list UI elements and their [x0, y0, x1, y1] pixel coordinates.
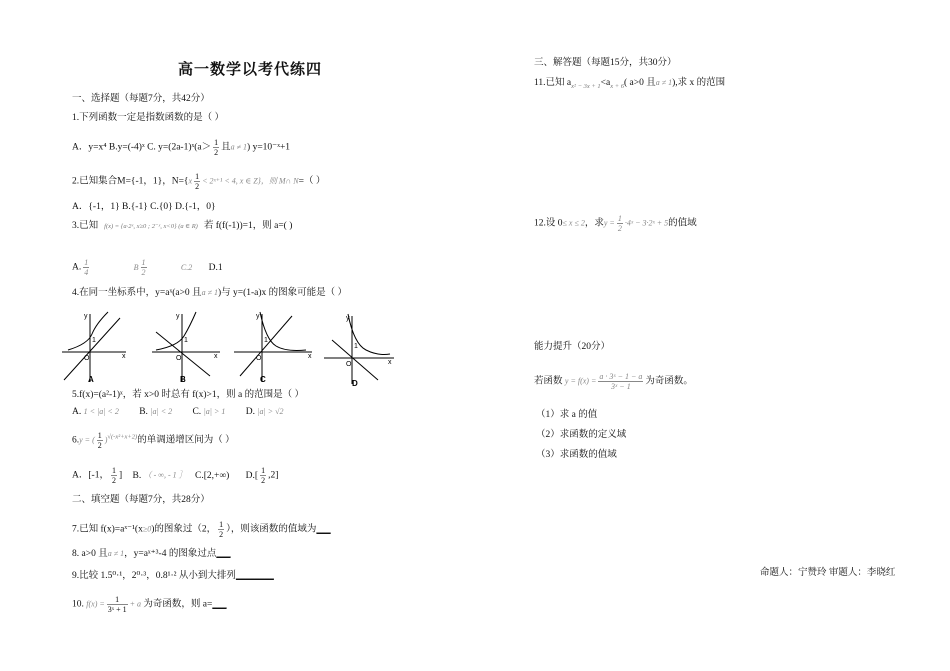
ability-part-1: （1）求 a 的值 [536, 410, 598, 420]
q8-stem: 8. a>0 且a ≠ 1，y=aˣ⁺³-4 的图象过点___ [72, 549, 231, 559]
graph-d [324, 314, 394, 388]
graph-d-label: D [352, 379, 358, 388]
section-fill: 二、填空题（每题7分，共28分） [72, 495, 210, 505]
q1-stem: 1.下列函数一定是指数函数的是（ ） [72, 113, 225, 123]
graph-a [62, 312, 126, 384]
graph-a-x: x [122, 353, 126, 360]
graph-b-o: O [176, 355, 182, 362]
graph-a-y: y [84, 313, 88, 320]
q2-options: A．{-1，1} B.{-1} C.{0} D.{-1，0} [72, 202, 216, 212]
page-title: 高一数学以考代练四 [178, 62, 323, 78]
section-choice: 一、选择题（每题7分，共42分） [72, 94, 210, 104]
q9-stem: 9.比较 1.5⁰·¹，2⁰·³，0.8¹·² 从小到大排列________ [72, 571, 274, 581]
q4-graphs [60, 310, 400, 388]
ability-part-3: （3）求函数的值域 [536, 450, 617, 460]
q3-options: A. $\frac{1}{4}$ B $\frac{1}{2}$ C.2 D.1 [72, 258, 223, 277]
graph-c-o: O [256, 355, 262, 362]
graph-c-label: C [260, 375, 266, 384]
q7-stem: 7.已知 f(x)=aˣ⁻¹(x≥0)的图象过（2， $\frac{1}{2}$ ），则该函数的值域为___ [72, 520, 331, 539]
q6-stem: 6.y = ( $\frac{1}{2}$ )$^{√(-x^2+x+2)}$的单调递增区间为（ ） [72, 431, 235, 450]
graph-b-y: y [176, 313, 180, 320]
graph-d-one: 1 [354, 343, 358, 350]
graph-d-o: O [346, 361, 352, 368]
graph-b [152, 312, 220, 384]
q4-stem: 4.在同一坐标系中，y=aˣ(a>0 且a ≠ 1)与 y=(1-a)x 的图象可能是（ ） [72, 288, 348, 298]
ability-stem: 若函数 y = f(x) = $\frac{\text{a · 3ˣ − 1 − a}}{\text{3ˣ − 1}}$ 为奇函数。 [534, 372, 693, 391]
q1-options: A．y=x⁴ B.y=(-4)ˣ C. y=(2a-1)ˣ(a＞ $\frac{1}{2}$ 且a ≠ 1) y=10⁻ˣ+1 [72, 138, 291, 157]
graph-a-one: 1 [92, 337, 96, 344]
q6-options: A．[-1， $\frac{1}{2}$ ] B. （ - ∞, - 1 ］ C.[2,+∞) D.[ $\frac{1}{2}$ ,2] [72, 466, 279, 485]
graph-d-y: y [346, 315, 350, 322]
graph-b-x: x [214, 353, 218, 360]
q2-stem: 2.已知集合M={-1，1}，N={x $\frac{1}{2}$ < 2ˣ⁺¹ < 4, x ∈ Z}，则 M∩ N=（ ） [72, 172, 326, 191]
graph-c-one: 1 [264, 337, 268, 344]
q5-stem: 5.f(x)=(a²-1)ˣ，若 x>0 时总有 f(x)>1，则 a 的范围是（ ） [72, 390, 304, 400]
q10-stem: 10. f(x) = $\frac{1}{\text{3ˣ + 1}}$ + a 为奇函数，则 a=___ [72, 595, 227, 614]
graph-c-x: x [308, 353, 312, 360]
ability-part-2: （2）求函数的定义域 [536, 430, 627, 440]
graph-a-label: A [88, 375, 94, 384]
q11-stem: 11.已知 $a_{x^2 - 3x + 1}<a_{x + 6}$( a>0 且a ≠ 1),求 x 的范围 [534, 78, 726, 90]
graph-b-label: B [180, 375, 186, 384]
section-answer: 三、解答题（每题15分，共30分） [534, 58, 677, 68]
graph-d-x: x [388, 359, 392, 366]
graph-c-y: y [256, 313, 260, 320]
footer-authors: 命题人：宁赞玲 审题人：李晓红 [760, 568, 896, 578]
graph-b-one: 1 [184, 337, 188, 344]
graph-c [234, 312, 312, 384]
section-ability: 能力提升（20分） [534, 342, 611, 352]
q5-options: A. 1 < |a| < 2 B. |a| < 2 C. |a| > 1 D. |a| > √2 [72, 407, 284, 417]
q3-stem: 3.已知 f(x) = {a·2ˣ, x≥0 ; 2⁻ˣ, x<0} (a ∈ R) 若 f(f(-1))=1，则 a=( ) [72, 221, 293, 231]
graph-a-o: O [84, 355, 90, 362]
q12-stem: 12.设 0≤ x ≤ 2，求y = $\frac{1}{2}$ ·4ˣ − 3·2ˣ + 5的值域 [534, 214, 697, 233]
